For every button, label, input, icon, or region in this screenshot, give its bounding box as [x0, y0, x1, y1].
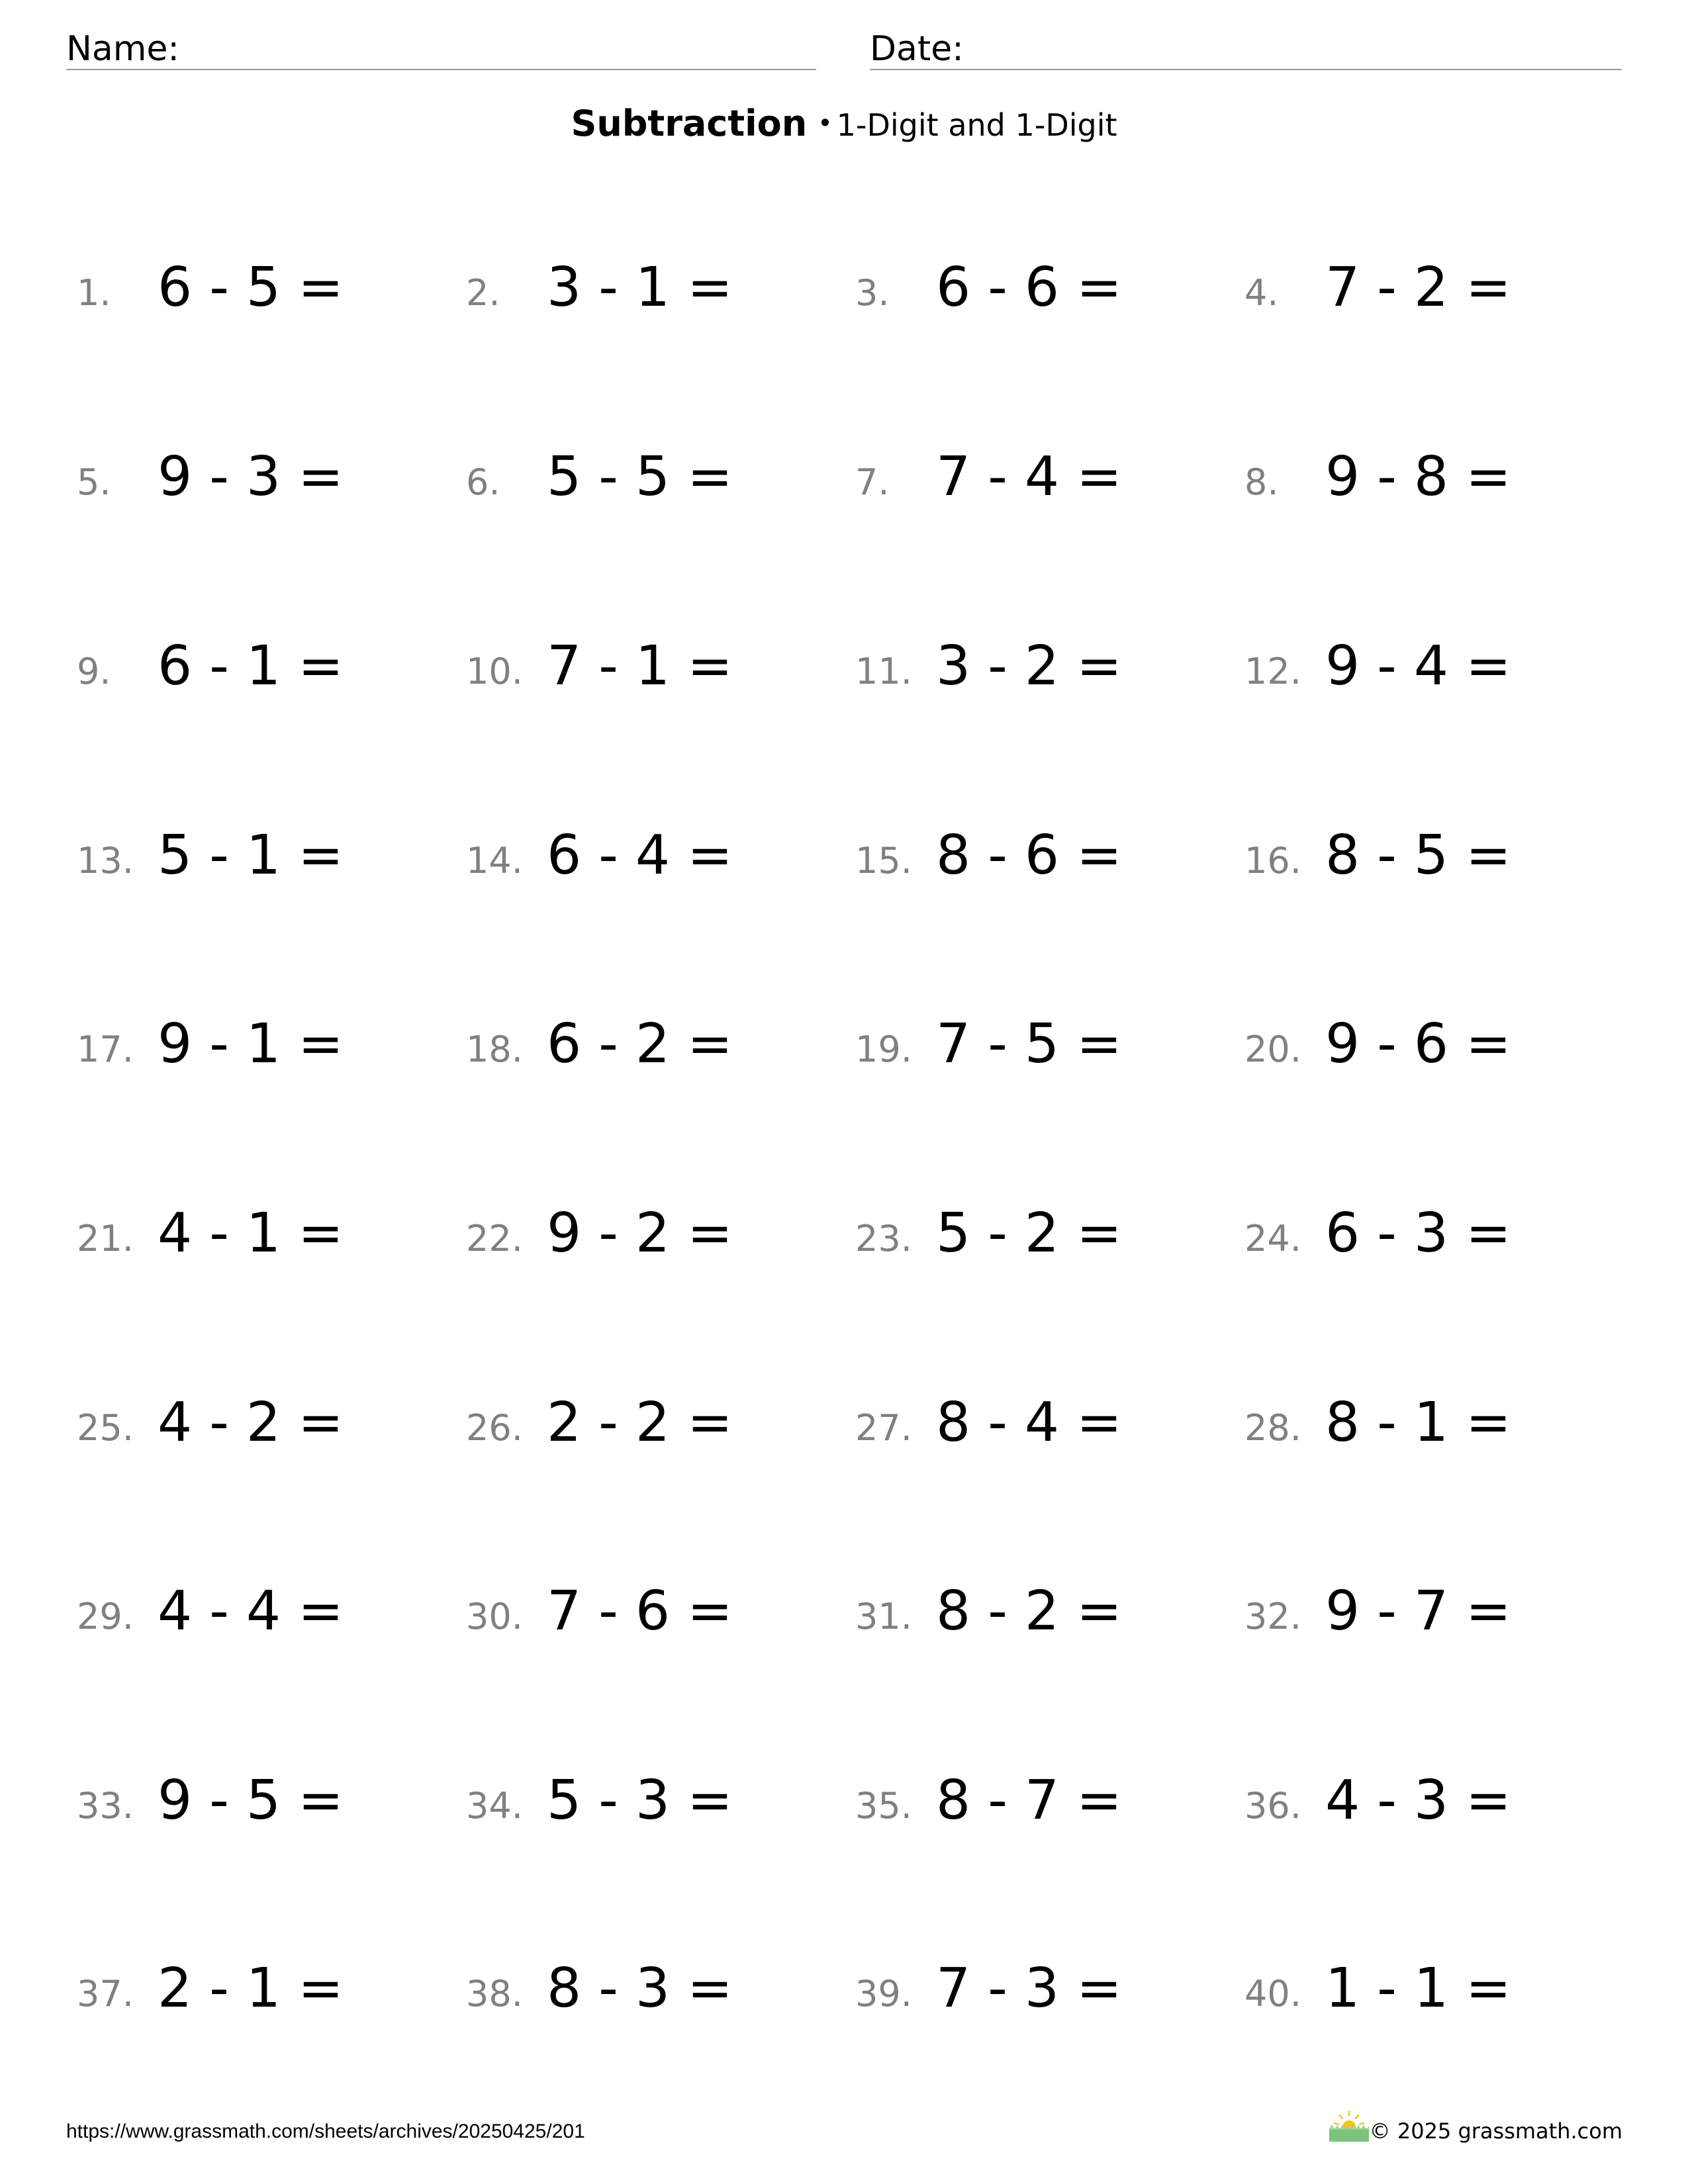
problem-item [466, 824, 837, 887]
problem-item [1244, 256, 1615, 319]
problem-item [1244, 635, 1615, 698]
problem-number: 39. [855, 1973, 912, 2015]
problem-number: 31. [855, 1596, 912, 1637]
title-subtitle: 1-Digit and 1-Digit [836, 107, 1117, 143]
problem-number: 19. [855, 1028, 912, 1070]
problem-number: 28. [1244, 1407, 1301, 1449]
problem-number: 29. [77, 1596, 134, 1637]
problem-item [855, 445, 1226, 508]
problem-number: 30. [466, 1596, 523, 1637]
problem-expression: 9 - 7 = [1325, 1580, 1511, 1643]
problem-expression: 1 - 1 = [1325, 1957, 1511, 2020]
problem-item [77, 1957, 447, 2020]
problem-expression: 5 - 1 = [158, 824, 344, 887]
problem-number: 2. [466, 272, 500, 314]
problem-expression: 7 - 5 = [936, 1013, 1122, 1075]
title-bullet: • [818, 109, 833, 138]
problem-number: 14. [466, 840, 523, 882]
name-label: Name: [66, 29, 179, 69]
problem-expression: 8 - 4 = [936, 1391, 1122, 1454]
problem-item [855, 1957, 1226, 2020]
problem-item [466, 1580, 837, 1643]
problem-expression: 4 - 2 = [158, 1391, 344, 1454]
problem-item [1244, 1957, 1615, 2020]
problem-expression: 8 - 7 = [936, 1769, 1122, 1832]
problem-number: 1. [77, 272, 111, 314]
problem-item [1244, 1580, 1615, 1643]
problem-number: 13. [77, 840, 134, 882]
problem-expression: 4 - 4 = [158, 1580, 344, 1643]
problem-number: 8. [1244, 461, 1279, 503]
problem-item [855, 824, 1226, 887]
problem-item [466, 1013, 837, 1075]
title-main: Subtraction [571, 103, 808, 144]
problem-item [466, 256, 837, 319]
problem-number: 22. [466, 1218, 523, 1259]
problem-item [77, 1013, 447, 1075]
problem-number: 11. [855, 651, 912, 692]
problem-expression: 5 - 5 = [547, 445, 733, 508]
problem-expression: 7 - 2 = [1325, 256, 1511, 319]
problem-item [466, 1769, 837, 1832]
problem-number: 21. [77, 1218, 134, 1259]
problem-expression: 3 - 2 = [936, 635, 1122, 698]
problem-expression: 7 - 1 = [547, 635, 733, 698]
problem-number: 26. [466, 1407, 523, 1449]
problem-number: 20. [1244, 1028, 1301, 1070]
problem-expression: 9 - 3 = [158, 445, 344, 508]
problem-expression: 8 - 6 = [936, 824, 1122, 887]
problem-item [855, 256, 1226, 319]
problem-number: 3. [855, 272, 890, 314]
problem-expression: 7 - 6 = [547, 1580, 733, 1643]
problem-item [77, 445, 447, 508]
problem-item [855, 1202, 1226, 1265]
footer-copyright: © 2025 grassmath.com [1369, 2118, 1622, 2144]
problem-item [1244, 1202, 1615, 1265]
problem-expression: 9 - 1 = [158, 1013, 344, 1075]
problem-number: 4. [1244, 272, 1279, 314]
problem-number: 5. [77, 461, 111, 503]
problem-item [855, 1769, 1226, 1832]
problem-item [1244, 445, 1615, 508]
problem-expression: 6 - 3 = [1325, 1202, 1511, 1265]
problem-number: 24. [1244, 1218, 1301, 1259]
problem-expression: 6 - 2 = [547, 1013, 733, 1075]
problem-expression: 9 - 5 = [158, 1769, 344, 1832]
problem-item [855, 1580, 1226, 1643]
problem-item [466, 1957, 837, 2020]
problem-number: 40. [1244, 1973, 1301, 2015]
problem-expression: 6 - 6 = [936, 256, 1122, 319]
problem-expression: 8 - 2 = [936, 1580, 1122, 1643]
grass-sun-logo-icon [1327, 2110, 1372, 2143]
problem-number: 10. [466, 651, 523, 692]
problem-number: 35. [855, 1785, 912, 1827]
problem-number: 15. [855, 840, 912, 882]
problem-item [1244, 824, 1615, 887]
problem-expression: 8 - 3 = [547, 1957, 733, 2020]
problem-number: 23. [855, 1218, 912, 1259]
problem-number: 36. [1244, 1785, 1301, 1827]
problem-item [466, 1202, 837, 1265]
problem-expression: 6 - 1 = [158, 635, 344, 698]
problem-expression: 8 - 1 = [1325, 1391, 1511, 1454]
problem-expression: 9 - 8 = [1325, 445, 1511, 508]
problem-item [77, 1769, 447, 1832]
date-label: Date: [870, 29, 964, 69]
problem-number: 18. [466, 1028, 523, 1070]
problem-expression: 7 - 3 = [936, 1957, 1122, 2020]
footer-url: https://www.grassmath.com/sheets/archives/20250425/201 [66, 2120, 585, 2142]
problem-item [855, 635, 1226, 698]
problem-expression: 6 - 4 = [547, 824, 733, 887]
problem-item [1244, 1013, 1615, 1075]
problem-item [77, 1202, 447, 1265]
problem-expression: 4 - 3 = [1325, 1769, 1511, 1832]
problem-expression: 5 - 2 = [936, 1202, 1122, 1265]
problem-number: 34. [466, 1785, 523, 1827]
problem-item [77, 824, 447, 887]
problem-number: 38. [466, 1973, 523, 2015]
problem-number: 27. [855, 1407, 912, 1449]
problem-item [466, 445, 837, 508]
problem-number: 33. [77, 1785, 134, 1827]
problem-item [77, 635, 447, 698]
problem-item [466, 1391, 837, 1454]
problem-expression: 4 - 1 = [158, 1202, 344, 1265]
problem-item [855, 1013, 1226, 1075]
problem-number: 16. [1244, 840, 1301, 882]
problem-expression: 5 - 3 = [547, 1769, 733, 1832]
problem-number: 9. [77, 651, 111, 692]
problem-item [1244, 1769, 1615, 1832]
problem-item [77, 256, 447, 319]
problem-number: 25. [77, 1407, 134, 1449]
problem-expression: 6 - 5 = [158, 256, 344, 319]
problem-expression: 9 - 2 = [547, 1202, 733, 1265]
problem-number: 6. [466, 461, 500, 503]
problem-item [77, 1580, 447, 1643]
problem-expression: 2 - 1 = [158, 1957, 344, 2020]
problem-number: 37. [77, 1973, 134, 2015]
problem-expression: 7 - 4 = [936, 445, 1122, 508]
problem-expression: 8 - 5 = [1325, 824, 1511, 887]
problem-number: 32. [1244, 1596, 1301, 1637]
problem-number: 7. [855, 461, 890, 503]
problem-number: 17. [77, 1028, 134, 1070]
problem-expression: 9 - 6 = [1325, 1013, 1511, 1075]
problem-item [1244, 1391, 1615, 1454]
problem-expression: 9 - 4 = [1325, 635, 1511, 698]
problem-item [466, 635, 837, 698]
problem-expression: 3 - 1 = [547, 256, 733, 319]
problem-item [855, 1391, 1226, 1454]
problem-expression: 2 - 2 = [547, 1391, 733, 1454]
problem-number: 12. [1244, 651, 1301, 692]
problem-item [77, 1391, 447, 1454]
